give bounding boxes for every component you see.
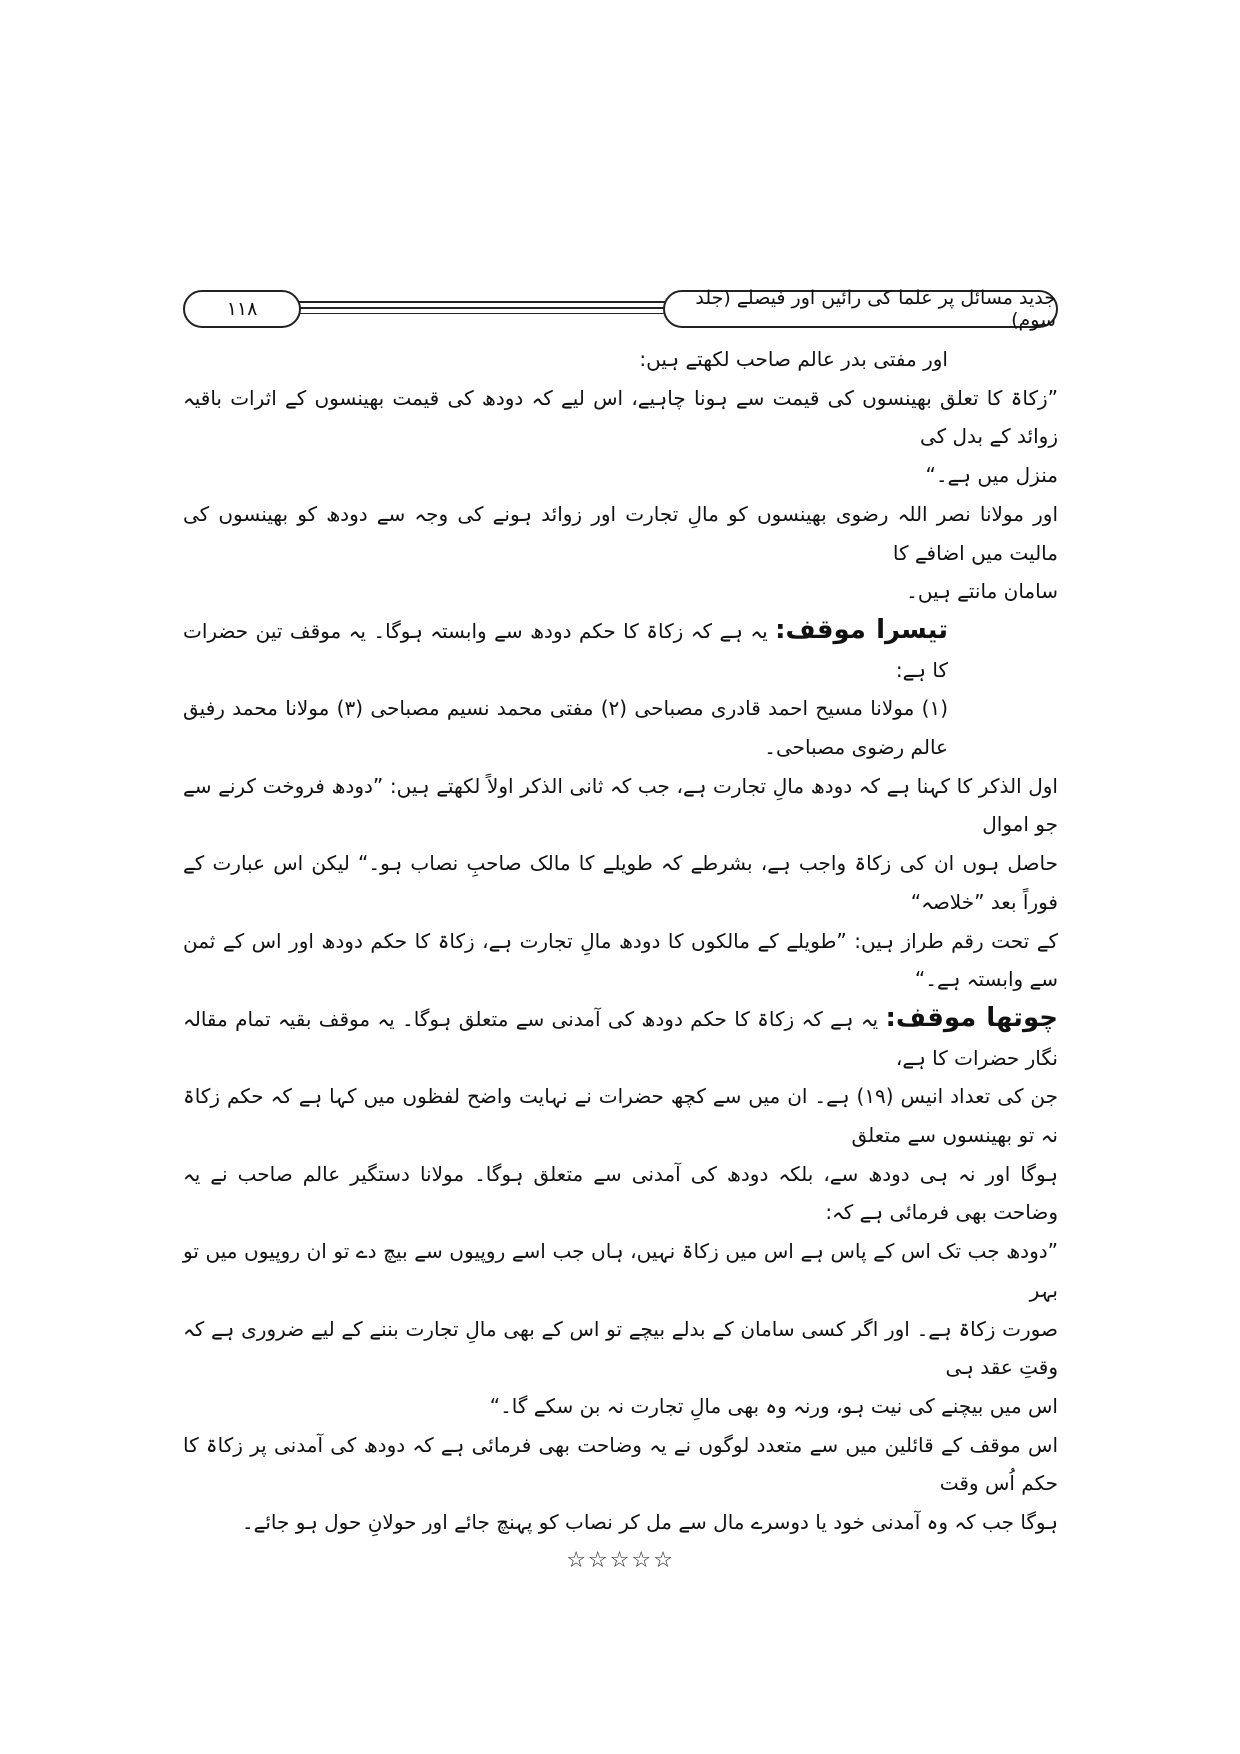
- section-text: یہ ہے کہ زکاۃ کا حکم دودھ کی آمدنی سے متعلق ہوگا۔ یہ موقف بقیہ تمام مقالہ نگار حضرات کا ہے،: [183, 1006, 1058, 1070]
- paragraph-line: حاصل ہوں ان کی زکاۃ واجب ہے، بشرطے کہ طویلے کا مالک صاحبِ نصاب ہو۔“ لیکن اس عبارت کے فوراً بعد ”خلاصہ“: [183, 851, 1058, 914]
- page-number: ۱۱۸: [183, 290, 301, 328]
- header-rule: [299, 313, 665, 314]
- paragraph-line: ہوگا جب کہ وہ آمدنی خود یا دوسرے مال سے مل کر نصاب کو پہنچ جائے اور حولانِ حول ہو جائے۔: [241, 1510, 1058, 1535]
- quote-line: منزل میں ہے۔“: [925, 463, 1058, 488]
- book-title: جدید مسائل پر علما کی رائیں اور فیصلے (جلد سوم): [663, 290, 1058, 328]
- quote-line: ”زکاۃ کا تعلق بھینسوں کی قیمت سے ہونا چاہیے، اس لیے کہ دودھ کی قیمت بھینسوں کے اثرات باقیہ زوائد کے بدل کی: [183, 385, 1058, 449]
- page-body: [183, 340, 1058, 1581]
- section-lead: تیسرا موقف:: [775, 614, 948, 645]
- quote-line: صورت زکاۃ ہے۔ اور اگر کسی سامان کے بدلے بیچے تو اس کے بھی مالِ تجارت بننے کے لیے ضروری ہے کہ وقتِ عقد ہی: [183, 1316, 1058, 1380]
- paragraph-line: سامان مانتے ہیں۔: [906, 579, 1058, 604]
- paragraph-line: جن کی تعداد انیس (۱۹) ہے۔ ان میں سے کچھ حضرات نے نہایت واضح لفظوں میں کہا ہے کہ حکم زکاۃ نہ تو بھینسوں سے متعلق: [183, 1084, 1058, 1148]
- paragraph-line: اور مفتی بدر عالم صاحب لکھتے ہیں:: [639, 347, 948, 371]
- paragraph-line: اس موقف کے قائلین میں سے متعدد لوگوں نے یہ وضاحت بھی فرمائی ہے کہ دودھ کی آمدنی پر زکاۃ کا حکم اُس وقت: [183, 1432, 1058, 1496]
- paragraph-line: (۱) مولانا مسیح احمد قادری مصباحی (۲) مفتی محمد نسیم مصباحی (۳) مولانا محمد رفیق عالم رضوی مصباحی۔: [183, 696, 948, 760]
- running-header: [183, 288, 1058, 332]
- header-rule: [299, 307, 665, 309]
- paragraph-line: [183, 999, 1058, 1077]
- section-lead: چوتھا موقف:: [885, 1002, 1058, 1033]
- paragraph-line: [183, 611, 1058, 689]
- quote-line: ”دودھ جب تک اس کے پاس ہے اس میں زکاۃ نہیں، ہاں جب اسے روپیوں سے بیچ دے تو ان روپیوں میں تو بہر: [183, 1239, 1058, 1302]
- star-divider: ☆☆☆☆☆: [566, 1547, 675, 1573]
- paragraph-line: اور مولانا نصر اللہ رضوی بھینسوں کو مالِ تجارت اور زوائد ہونے کی وجہ سے دودھ کو بھینسوں کی مالیت میں اضافے کا: [183, 501, 1058, 565]
- paragraph-line: اول الذکر کا کہنا ہے کہ دودھ مالِ تجارت ہے، جب کہ ثانی الذکر اولاً لکھتے ہیں: ”دودھ فروخت کرنے سے جو اموال: [183, 773, 1058, 837]
- quote-line: اس میں بیچنے کی نیت ہو، ورنہ وہ بھی مالِ تجارت نہ بن سکے گا۔“: [489, 1393, 1058, 1418]
- section-text: یہ ہے کہ زکاۃ کا حکم دودھ سے وابستہ ہوگا۔ یہ موقف تین حضرات کا ہے:: [183, 618, 948, 682]
- header-rule: [299, 301, 665, 303]
- paragraph-line: ہوگا اور نہ ہی دودھ سے، بلکہ دودھ کی آمدنی سے متعلق ہوگا۔ مولانا دستگیر عالم صاحب نے یہ وضاحت بھی فرمائی ہے کہ:: [183, 1161, 1058, 1225]
- paragraph-line: کے تحت رقم طراز ہیں: ”طویلے کے مالکوں کا دودھ مالِ تجارت ہے، زکاۃ کا حکم دودھ اور اس کے ثمن سے وابستہ ہے۔“: [183, 928, 1058, 992]
